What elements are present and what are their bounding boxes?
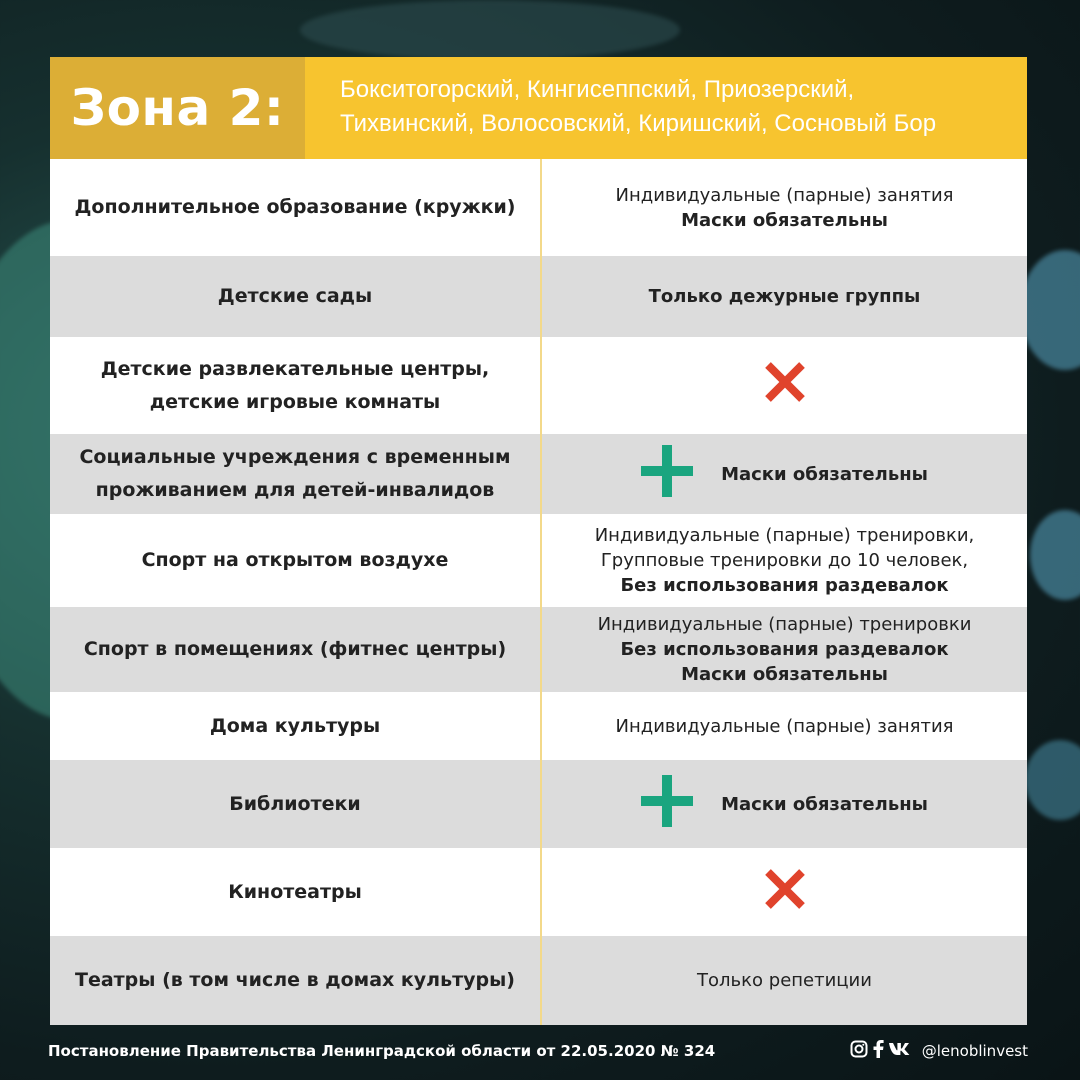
restriction-text: Маски обязательны [721, 463, 928, 485]
facility-name: Спорт в помещениях (фитнес центры) [83, 638, 507, 660]
table-row [50, 434, 1027, 514]
allowed-with-condition [641, 445, 928, 504]
table-row [50, 760, 1027, 848]
vk-icon [888, 1041, 912, 1061]
account-handle: @lenoblinvest [921, 1042, 1028, 1060]
restriction-cell [542, 760, 1027, 848]
zone-title: Зона 2: [70, 79, 285, 137]
plus-icon [641, 775, 721, 834]
restriction-cell [542, 256, 1027, 337]
restriction-text: Только репетиции [697, 970, 872, 991]
restriction-text: Групповые тренировки до 10 человек, [600, 550, 969, 571]
restriction-cell [542, 848, 1027, 936]
restriction-cell [542, 159, 1027, 256]
cross-icon [762, 866, 808, 919]
source-note: Постановление Правительства Ленинградской области от 22.05.2020 № 324 [48, 1042, 716, 1060]
restriction-text: Индивидуальные (парные) занятия [615, 715, 954, 737]
restriction-cell [542, 607, 1027, 692]
restriction-text: Маски обязательны [681, 664, 888, 685]
zone-table-card [50, 57, 1027, 1025]
facility-name: Кинотеатры [228, 880, 362, 903]
table-row [50, 337, 1027, 434]
restriction-cell [542, 692, 1027, 760]
social-footer [850, 1040, 1028, 1062]
restriction-text: Индивидуальные (парные) тренировки [597, 614, 972, 635]
restriction-cell [542, 337, 1027, 434]
table-row [50, 692, 1027, 760]
restriction-text: Без использования раздевалок [620, 639, 949, 660]
plus-icon [641, 445, 721, 504]
allowed-with-condition [641, 775, 928, 834]
background-blob [1020, 250, 1080, 370]
background-blob [300, 0, 680, 60]
table-row [50, 936, 1027, 1025]
table-row [50, 607, 1027, 692]
districts-line: Тихвинский, Волосовский, Киришский, Сосновый Бор [340, 110, 937, 137]
column-divider [540, 159, 542, 1025]
restriction-text: Маски обязательны [681, 209, 888, 231]
districts-line: Бокситогорский, Кингисеппский, Приозерский, [340, 76, 855, 103]
facility-name: Социальные учреждения с временным проживанием для детей-инвалидов [79, 446, 511, 501]
background-blob [1025, 740, 1080, 820]
table-row [50, 159, 1027, 256]
restriction-cell [542, 514, 1027, 607]
facility-name: Дополнительное образование (кружки) [74, 196, 516, 218]
table-row [50, 848, 1027, 936]
zone-header [50, 57, 1027, 159]
instagram-icon [850, 1040, 868, 1062]
restriction-text: Индивидуальные (парные) тренировки, [594, 525, 975, 546]
facility-name: Театры (в том числе в домах культуры) [75, 969, 515, 991]
facebook-icon [872, 1040, 884, 1062]
zone-title-block [50, 57, 305, 159]
table-row [50, 256, 1027, 337]
restriction-cell [542, 434, 1027, 514]
cross-icon [762, 359, 808, 412]
restriction-text: Маски обязательны [721, 793, 928, 815]
districts-list [340, 73, 1020, 141]
facility-name: Спорт на открытом воздухе [141, 549, 449, 571]
restriction-text: Только дежурные группы [648, 286, 921, 307]
facility-name: Детские сады [217, 285, 373, 307]
facility-name: Детские развлекательные центры, детские игровые комнаты [100, 357, 490, 413]
restriction-text: Индивидуальные (парные) занятия [615, 184, 954, 206]
restriction-text: Без использования раздевалок [620, 575, 949, 596]
facility-name: Библиотеки [229, 792, 361, 815]
table-row [50, 514, 1027, 607]
facility-name: Дома культуры [209, 714, 381, 737]
background-blob [1030, 510, 1080, 600]
restriction-cell [542, 936, 1027, 1025]
